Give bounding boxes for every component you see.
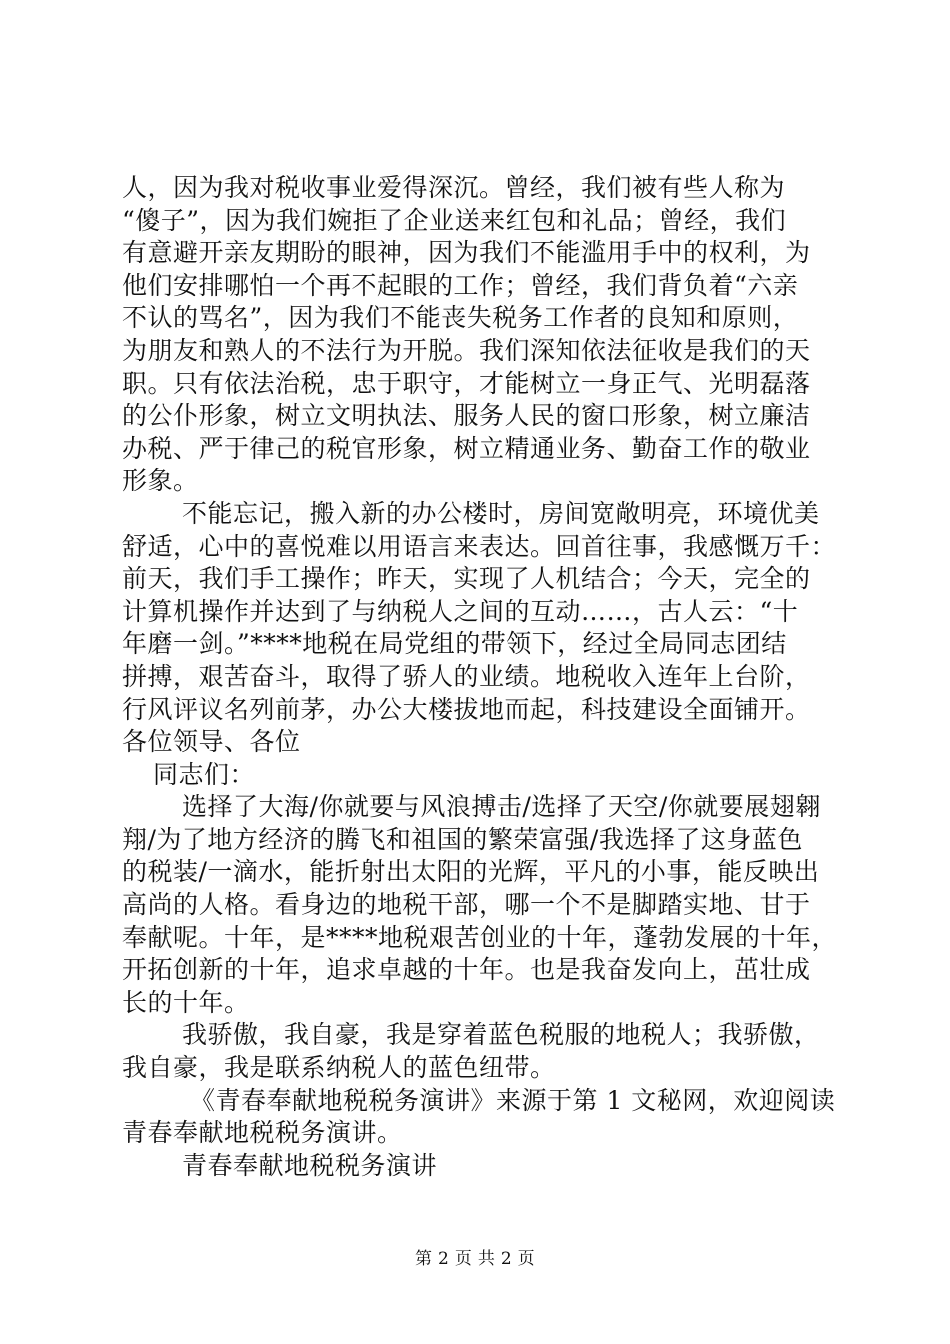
text-line: 翔/为了地方经济的腾飞和祖国的繁荣富强/我选择了这身蓝色	[122, 824, 803, 854]
text-line: 我自豪，我是联系纳税人的蓝色纽带。	[122, 1053, 556, 1083]
text-line: 有意避开亲友期盼的眼神，因为我们不能滥用手中的权利，为	[122, 238, 811, 268]
text-line: 长的十年。	[122, 987, 250, 1017]
page-footer: 第 2 页 共 2 页	[415, 1249, 535, 1269]
text-line: 的税装/一滴水，能折射出太阳的光辉，平凡的小事，能反映出	[122, 857, 820, 887]
text-line: 奉献呢。十年，是****地税艰苦创业的十年，蓬勃发展的十年，	[122, 922, 838, 952]
text-line: 拼搏，艰苦奋斗，取得了骄人的业绩。地税收入连年上台阶，	[122, 661, 811, 691]
text-line: 不认的骂名”，因为我们不能丧失税务工作者的良知和原则，	[122, 303, 799, 333]
text-line: 计算机操作并达到了与纳税人之间的互动……，古人云：“十	[122, 596, 799, 626]
text-line: 《青春奉献地税税务演讲》来源于第 1 文秘网，欢迎阅读	[190, 1085, 836, 1115]
text-line: 开拓创新的十年，追求卓越的十年。也是我奋发向上，茁壮成	[122, 955, 811, 985]
text-line: 高尚的人格。看身边的地税干部，哪一个不是脚踏实地、甘于	[122, 890, 811, 920]
text-line: 的公仆形象，树立文明执法、服务人民的窗口形象，树立廉洁	[122, 401, 811, 431]
text-line: 同志们：	[153, 759, 256, 789]
document-body	[122, 172, 838, 1182]
text-line: 为朋友和熟人的不法行为开脱。我们深知依法征收是我们的天	[122, 335, 811, 365]
text-line: 选择了大海/你就要与风浪搏击/选择了天空/你就要展翅翱	[182, 792, 821, 822]
text-line: 行风评议名列前茅，办公大楼拔地而起，科技建设全面铺开。	[122, 694, 811, 724]
text-line: 舒适，心中的喜悦难以用语言来表达。回首往事，我感慨万千：	[122, 531, 837, 561]
text-line: 他们安排哪怕一个再不起眼的工作；曾经，我们背负着“六亲	[122, 270, 799, 300]
text-line: 办税、严于律己的税官形象，树立精通业务、勤奋工作的敬业	[122, 433, 811, 463]
text-line: “傻子”，因为我们婉拒了企业送来红包和礼品；曾经，我们	[122, 205, 787, 235]
text-line: 不能忘记，搬入新的办公楼时，房间宽敞明亮，环境优美	[182, 498, 820, 528]
text-line: 职。只有依法治税，忠于职守，才能树立一身正气、光明磊落	[122, 368, 811, 398]
text-line: 各位领导、各位	[122, 727, 301, 757]
text-line: 青春奉献地税税务演讲	[182, 1150, 438, 1180]
text-line: 人，因为我对税收事业爱得深沉。曾经，我们被有些人称为	[122, 173, 786, 202]
text-line: 我骄傲，我自豪，我是穿着蓝色税服的地税人；我骄傲，	[182, 1020, 820, 1050]
text-line: 年磨一剑。”****地税在局党组的带领下，经过全局同志团结	[122, 629, 787, 659]
text-line: 形象。	[122, 466, 199, 496]
text-line: 前天，我们手工操作；昨天，实现了人机结合；今天，完全的	[122, 564, 811, 594]
text-line: 青春奉献地税税务演讲。	[122, 1118, 403, 1148]
